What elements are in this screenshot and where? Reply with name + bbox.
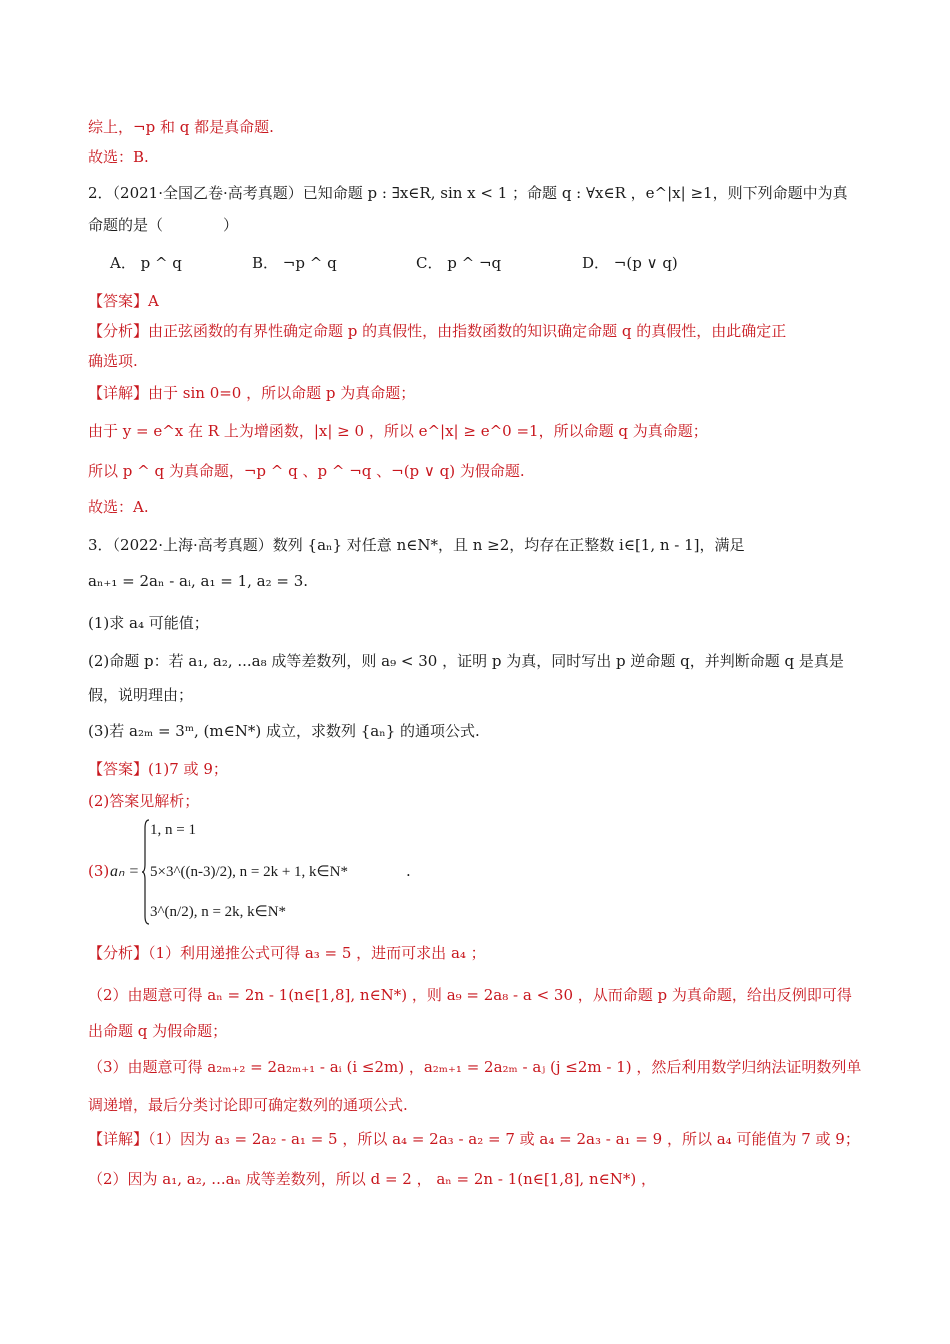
- detail-3-part2: （2）因为 a₁, a₂, ...aₙ 成等差数列，所以 d = 2 ， aₙ = 2n - 1(n∈[1,8], n∈N*) ，: [88, 1170, 656, 1188]
- question-2-options: [110, 252, 860, 276]
- analysis-3-part3: （3）由题意可得 a₂ₘ₊₂ = 2a₂ₘ₊₁ - aᵢ (i ≤2m) ，a₂ₘ₊₁ = 2a₂ₘ - aⱼ (j ≤2m - 1) ，然后利用数学归纳法证明数列单: [88, 1058, 862, 1076]
- summary-line: 综上，¬p 和 q 都是真命题.: [88, 118, 274, 136]
- option-c: C． p ^ ¬q: [416, 254, 502, 272]
- analysis-2: 【分析】由正弦函数的有界性确定命题 p 的真假性，由指数函数的知识确定命题 q 的真假性，由此确定正: [88, 322, 787, 340]
- question-3-recurrence: aₙ₊₁ = 2aₙ - aᵢ, a₁ = 1, a₂ = 3.: [88, 572, 309, 590]
- piecewise-case-2: 5×3^((n-3)/2), n = 2k + 1, k∈N*: [150, 864, 348, 880]
- option-a: A． p ^ q: [110, 254, 182, 272]
- question-2-stem: 2．（2021·全国乙卷·高考真题）已知命题 p : ∃x∈R, sin x < 1 ；命题 q : ∀x∈R ，e^|x| ≥1，则下列命题中为真: [88, 184, 848, 202]
- question-3-part1: (1)求 a₄ 可能值；: [88, 614, 209, 632]
- piecewise-prefix: (3): [88, 862, 110, 880]
- detail-2-line3: 所以 p ^ q 为真命题，¬p ^ q 、p ^ ¬q 、¬(p ∨ q) 为假命题.: [88, 462, 525, 480]
- analysis-3-part2-cont: 出命题 q 为假命题；: [88, 1022, 228, 1040]
- option-d: D． ¬(p ∨ q): [582, 254, 678, 272]
- question-2-stem-cont: 命题的是（ ）: [88, 216, 239, 234]
- answer-3-piecewise: [88, 818, 488, 930]
- piecewise-suffix: .: [406, 862, 411, 880]
- detail-3-part1: 【详解】（1）因为 a₃ = 2a₂ - a₁ = 5 ，所以 a₄ = 2a₃ - a₂ = 7 或 a₄ = 2a₃ - a₁ = 9 ，所以 a₄ 可能值为 7 或 9；: [88, 1130, 860, 1148]
- option-b: B． ¬p ^ q: [252, 254, 337, 272]
- answer-3-part2: (2)答案见解析；: [88, 792, 200, 810]
- detail-2-line2: 由于 y = e^x 在 R 上为增函数，|x| ≥ 0 ，所以 e^|x| ≥ e^0 =1，所以命题 q 为真命题；: [88, 422, 708, 440]
- analysis-2-cont: 确选项.: [88, 352, 138, 370]
- analysis-3-part3-cont: 调递增，最后分类讨论即可确定数列的通项公式.: [88, 1096, 408, 1114]
- question-3-part2-cont: 假，说明理由；: [88, 686, 194, 704]
- question-3-stem: 3．（2022·上海·高考真题）数列 {aₙ} 对任意 n∈N*，且 n ≥2，均存在正整数 i∈[1, n - 1]，满足: [88, 536, 745, 554]
- detail-2-choice: 故选：A.: [88, 498, 149, 516]
- choice-line: 故选：B.: [88, 148, 149, 166]
- piecewise-case-1: 1, n = 1: [150, 822, 196, 838]
- question-3-part3: (3)若 a₂ₘ = 3ᵐ, (m∈N*) 成立，求数列 {aₙ} 的通项公式.: [88, 722, 480, 740]
- curly-brace-icon: [142, 818, 150, 926]
- answer-3-part1: 【答案】(1)7 或 9；: [88, 760, 228, 778]
- piecewise-lhs: aₙ =: [110, 863, 140, 880]
- detail-2-line1: 【详解】由于 sin 0=0 ，所以命题 p 为真命题；: [88, 384, 416, 402]
- analysis-3-part2: （2）由题意可得 aₙ = 2n - 1(n∈[1,8], n∈N*) ，则 a₉ = 2a₈ - a < 30 ，从而命题 p 为真命题，给出反例即可得: [88, 986, 852, 1004]
- piecewise-case-3: 3^(n/2), n = 2k, k∈N*: [150, 904, 287, 920]
- answer-2: 【答案】A: [88, 292, 159, 310]
- question-3-part2: (2)命题 p：若 a₁, a₂, ...a₈ 成等差数列，则 a₉ < 30 ，证明 p 为真，同时写出 p 逆命题 q，并判断命题 q 是真是: [88, 652, 844, 670]
- analysis-3-part1: 【分析】（1）利用递推公式可得 a₃ = 5 ，进而可求出 a₄ ；: [88, 944, 486, 962]
